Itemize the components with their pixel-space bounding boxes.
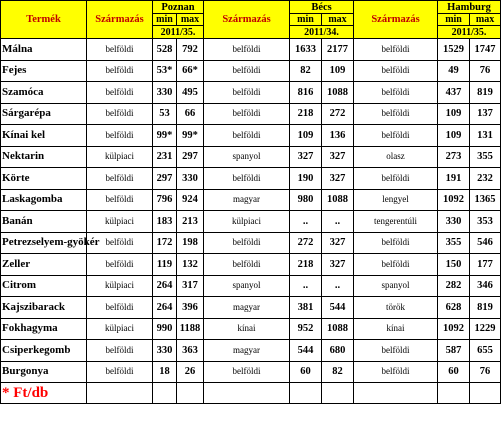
origin-poznan: belföldi <box>87 82 153 104</box>
header-period-poznan: 2011/35. <box>153 26 204 39</box>
origin-becs: belföldi <box>204 125 290 147</box>
max-becs: 136 <box>322 125 354 147</box>
table-row <box>1 146 501 168</box>
empty-cell <box>87 383 153 404</box>
table-row <box>1 60 501 82</box>
header-min-hamburg: min <box>438 14 470 26</box>
empty-cell <box>354 383 438 404</box>
min-hamburg: 49 <box>438 60 470 82</box>
product-name: Zeller <box>1 254 87 276</box>
product-name: Burgonya <box>1 361 87 383</box>
min-becs: 60 <box>290 361 322 383</box>
origin-hamburg: belföldi <box>354 39 438 61</box>
origin-hamburg: olasz <box>354 146 438 168</box>
max-becs: 327 <box>322 254 354 276</box>
origin-becs: magyar <box>204 297 290 319</box>
origin-hamburg: belföldi <box>354 232 438 254</box>
min-poznan: 231 <box>153 146 177 168</box>
origin-poznan: külpiaci <box>87 211 153 233</box>
origin-becs: belföldi <box>204 60 290 82</box>
max-hamburg: 546 <box>470 232 501 254</box>
max-becs: 1088 <box>322 189 354 211</box>
origin-poznan: belföldi <box>87 189 153 211</box>
min-poznan: 528 <box>153 39 177 61</box>
min-becs: 218 <box>290 254 322 276</box>
max-hamburg: 346 <box>470 275 501 297</box>
min-poznan: 172 <box>153 232 177 254</box>
origin-poznan: belföldi <box>87 103 153 125</box>
origin-becs: belföldi <box>204 361 290 383</box>
max-becs: 327 <box>322 146 354 168</box>
header-city-poznan: Poznan <box>153 1 204 14</box>
table-row <box>1 82 501 104</box>
min-hamburg: 355 <box>438 232 470 254</box>
empty-cell <box>177 383 204 404</box>
max-hamburg: 137 <box>470 103 501 125</box>
header-min-poznan: min <box>153 14 177 26</box>
header-city-hamburg: Hamburg <box>438 1 501 14</box>
max-poznan: 396 <box>177 297 204 319</box>
min-becs: 1633 <box>290 39 322 61</box>
product-name: Petrezselyem-gyökér <box>1 232 87 254</box>
max-hamburg: 353 <box>470 211 501 233</box>
min-hamburg: 109 <box>438 125 470 147</box>
max-poznan: 198 <box>177 232 204 254</box>
footnote-row <box>1 383 501 404</box>
max-hamburg: 1229 <box>470 318 501 340</box>
max-becs: 109 <box>322 60 354 82</box>
header-max-becs: max <box>322 14 354 26</box>
product-name: Szamóca <box>1 82 87 104</box>
header-max-poznan: max <box>177 14 204 26</box>
min-becs: .. <box>290 211 322 233</box>
max-hamburg: 355 <box>470 146 501 168</box>
max-poznan: 792 <box>177 39 204 61</box>
min-poznan: 990 <box>153 318 177 340</box>
min-poznan: 53 <box>153 103 177 125</box>
min-becs: 190 <box>290 168 322 190</box>
min-poznan: 99* <box>153 125 177 147</box>
min-becs: 952 <box>290 318 322 340</box>
min-hamburg: 1092 <box>438 318 470 340</box>
origin-poznan: külpiaci <box>87 146 153 168</box>
max-hamburg: 819 <box>470 297 501 319</box>
min-poznan: 183 <box>153 211 177 233</box>
max-becs: .. <box>322 211 354 233</box>
min-becs: 109 <box>290 125 322 147</box>
table-row <box>1 318 501 340</box>
max-becs: 327 <box>322 232 354 254</box>
origin-becs: magyar <box>204 340 290 362</box>
min-hamburg: 437 <box>438 82 470 104</box>
origin-hamburg: belföldi <box>354 340 438 362</box>
max-poznan: 66 <box>177 103 204 125</box>
origin-hamburg: belföldi <box>354 361 438 383</box>
table-row <box>1 125 501 147</box>
max-hamburg: 131 <box>470 125 501 147</box>
max-becs: 1088 <box>322 82 354 104</box>
min-hamburg: 628 <box>438 297 470 319</box>
max-poznan: 132 <box>177 254 204 276</box>
header-city-becs: Bécs <box>290 1 354 14</box>
origin-hamburg: török <box>354 297 438 319</box>
origin-poznan: külpiaci <box>87 275 153 297</box>
min-poznan: 18 <box>153 361 177 383</box>
max-poznan: 213 <box>177 211 204 233</box>
origin-hamburg: spanyol <box>354 275 438 297</box>
min-poznan: 264 <box>153 275 177 297</box>
origin-hamburg: belföldi <box>354 168 438 190</box>
min-poznan: 796 <box>153 189 177 211</box>
max-becs: 82 <box>322 361 354 383</box>
max-poznan: 924 <box>177 189 204 211</box>
product-name: Málna <box>1 39 87 61</box>
max-becs: 544 <box>322 297 354 319</box>
origin-becs: spanyol <box>204 146 290 168</box>
origin-poznan: belföldi <box>87 297 153 319</box>
table-row <box>1 103 501 125</box>
table-row <box>1 39 501 61</box>
min-poznan: 119 <box>153 254 177 276</box>
max-hamburg: 819 <box>470 82 501 104</box>
max-becs: 327 <box>322 168 354 190</box>
header-origin-becs: Származás <box>204 1 290 39</box>
product-name: Körte <box>1 168 87 190</box>
empty-cell <box>290 383 322 404</box>
empty-cell <box>153 383 177 404</box>
table-row <box>1 361 501 383</box>
origin-poznan: belföldi <box>87 340 153 362</box>
max-poznan: 1188 <box>177 318 204 340</box>
min-becs: 82 <box>290 60 322 82</box>
min-hamburg: 330 <box>438 211 470 233</box>
origin-becs: belföldi <box>204 103 290 125</box>
max-poznan: 317 <box>177 275 204 297</box>
origin-hamburg: belföldi <box>354 60 438 82</box>
header-origin-poznan: Származás <box>87 1 153 39</box>
product-name: Banán <box>1 211 87 233</box>
min-hamburg: 150 <box>438 254 470 276</box>
table-body <box>1 39 501 383</box>
origin-poznan: belföldi <box>87 232 153 254</box>
min-becs: .. <box>290 275 322 297</box>
max-hamburg: 177 <box>470 254 501 276</box>
header-period-becs: 2011/34. <box>290 26 354 39</box>
min-hamburg: 60 <box>438 361 470 383</box>
origin-becs: belföldi <box>204 232 290 254</box>
max-becs: 680 <box>322 340 354 362</box>
max-hamburg: 1365 <box>470 189 501 211</box>
empty-cell <box>470 383 501 404</box>
origin-hamburg: lengyel <box>354 189 438 211</box>
header-product: Termék <box>1 1 87 39</box>
table-row <box>1 232 501 254</box>
min-poznan: 264 <box>153 297 177 319</box>
min-becs: 327 <box>290 146 322 168</box>
max-poznan: 99* <box>177 125 204 147</box>
product-name: Fokhagyma <box>1 318 87 340</box>
origin-becs: belföldi <box>204 39 290 61</box>
min-hamburg: 282 <box>438 275 470 297</box>
product-name: Kajszibarack <box>1 297 87 319</box>
min-poznan: 330 <box>153 82 177 104</box>
origin-becs: kínai <box>204 318 290 340</box>
max-hamburg: 232 <box>470 168 501 190</box>
min-becs: 544 <box>290 340 322 362</box>
origin-hamburg: kínai <box>354 318 438 340</box>
origin-becs: magyar <box>204 189 290 211</box>
origin-becs: belföldi <box>204 168 290 190</box>
min-becs: 816 <box>290 82 322 104</box>
empty-cell <box>204 383 290 404</box>
product-name: Fejes <box>1 60 87 82</box>
origin-poznan: belföldi <box>87 39 153 61</box>
max-becs: .. <box>322 275 354 297</box>
table-row <box>1 275 501 297</box>
origin-hamburg: tengerentúli <box>354 211 438 233</box>
min-poznan: 330 <box>153 340 177 362</box>
product-name: Nektarin <box>1 146 87 168</box>
footnote-unit: * Ft/db <box>1 383 87 404</box>
origin-becs: külpiaci <box>204 211 290 233</box>
max-hamburg: 655 <box>470 340 501 362</box>
origin-poznan: belföldi <box>87 254 153 276</box>
min-hamburg: 1529 <box>438 39 470 61</box>
table-row <box>1 168 501 190</box>
max-poznan: 66* <box>177 60 204 82</box>
product-name: Sárgarépa <box>1 103 87 125</box>
min-becs: 272 <box>290 232 322 254</box>
min-becs: 218 <box>290 103 322 125</box>
max-becs: 1088 <box>322 318 354 340</box>
max-becs: 2177 <box>322 39 354 61</box>
max-hamburg: 1747 <box>470 39 501 61</box>
table-row <box>1 297 501 319</box>
product-name: Csiperkegomb <box>1 340 87 362</box>
max-hamburg: 76 <box>470 361 501 383</box>
max-hamburg: 76 <box>470 60 501 82</box>
max-poznan: 297 <box>177 146 204 168</box>
table-row <box>1 211 501 233</box>
empty-cell <box>438 383 470 404</box>
origin-hamburg: belföldi <box>354 82 438 104</box>
min-hamburg: 109 <box>438 103 470 125</box>
origin-poznan: belföldi <box>87 60 153 82</box>
min-hamburg: 587 <box>438 340 470 362</box>
product-name: Citrom <box>1 275 87 297</box>
origin-hamburg: belföldi <box>354 103 438 125</box>
max-poznan: 26 <box>177 361 204 383</box>
origin-poznan: belföldi <box>87 361 153 383</box>
table-row <box>1 340 501 362</box>
header-origin-hamburg: Származás <box>354 1 438 39</box>
table-row <box>1 254 501 276</box>
header-min-becs: min <box>290 14 322 26</box>
min-hamburg: 1092 <box>438 189 470 211</box>
header-max-hamburg: max <box>470 14 501 26</box>
header-period-hamburg: 2011/35. <box>438 26 501 39</box>
min-poznan: 53* <box>153 60 177 82</box>
origin-poznan: külpiaci <box>87 318 153 340</box>
min-poznan: 297 <box>153 168 177 190</box>
origin-hamburg: belföldi <box>354 254 438 276</box>
table-row <box>1 189 501 211</box>
origin-becs: belföldi <box>204 254 290 276</box>
max-becs: 272 <box>322 103 354 125</box>
origin-becs: spanyol <box>204 275 290 297</box>
max-poznan: 495 <box>177 82 204 104</box>
origin-hamburg: belföldi <box>354 125 438 147</box>
min-becs: 381 <box>290 297 322 319</box>
product-name: Laskagomba <box>1 189 87 211</box>
origin-poznan: belföldi <box>87 125 153 147</box>
max-poznan: 330 <box>177 168 204 190</box>
min-becs: 980 <box>290 189 322 211</box>
min-hamburg: 191 <box>438 168 470 190</box>
product-name: Kínai kel <box>1 125 87 147</box>
table-header <box>1 1 501 39</box>
origin-poznan: belföldi <box>87 168 153 190</box>
origin-becs: belföldi <box>204 82 290 104</box>
empty-cell <box>322 383 354 404</box>
max-poznan: 363 <box>177 340 204 362</box>
min-hamburg: 273 <box>438 146 470 168</box>
